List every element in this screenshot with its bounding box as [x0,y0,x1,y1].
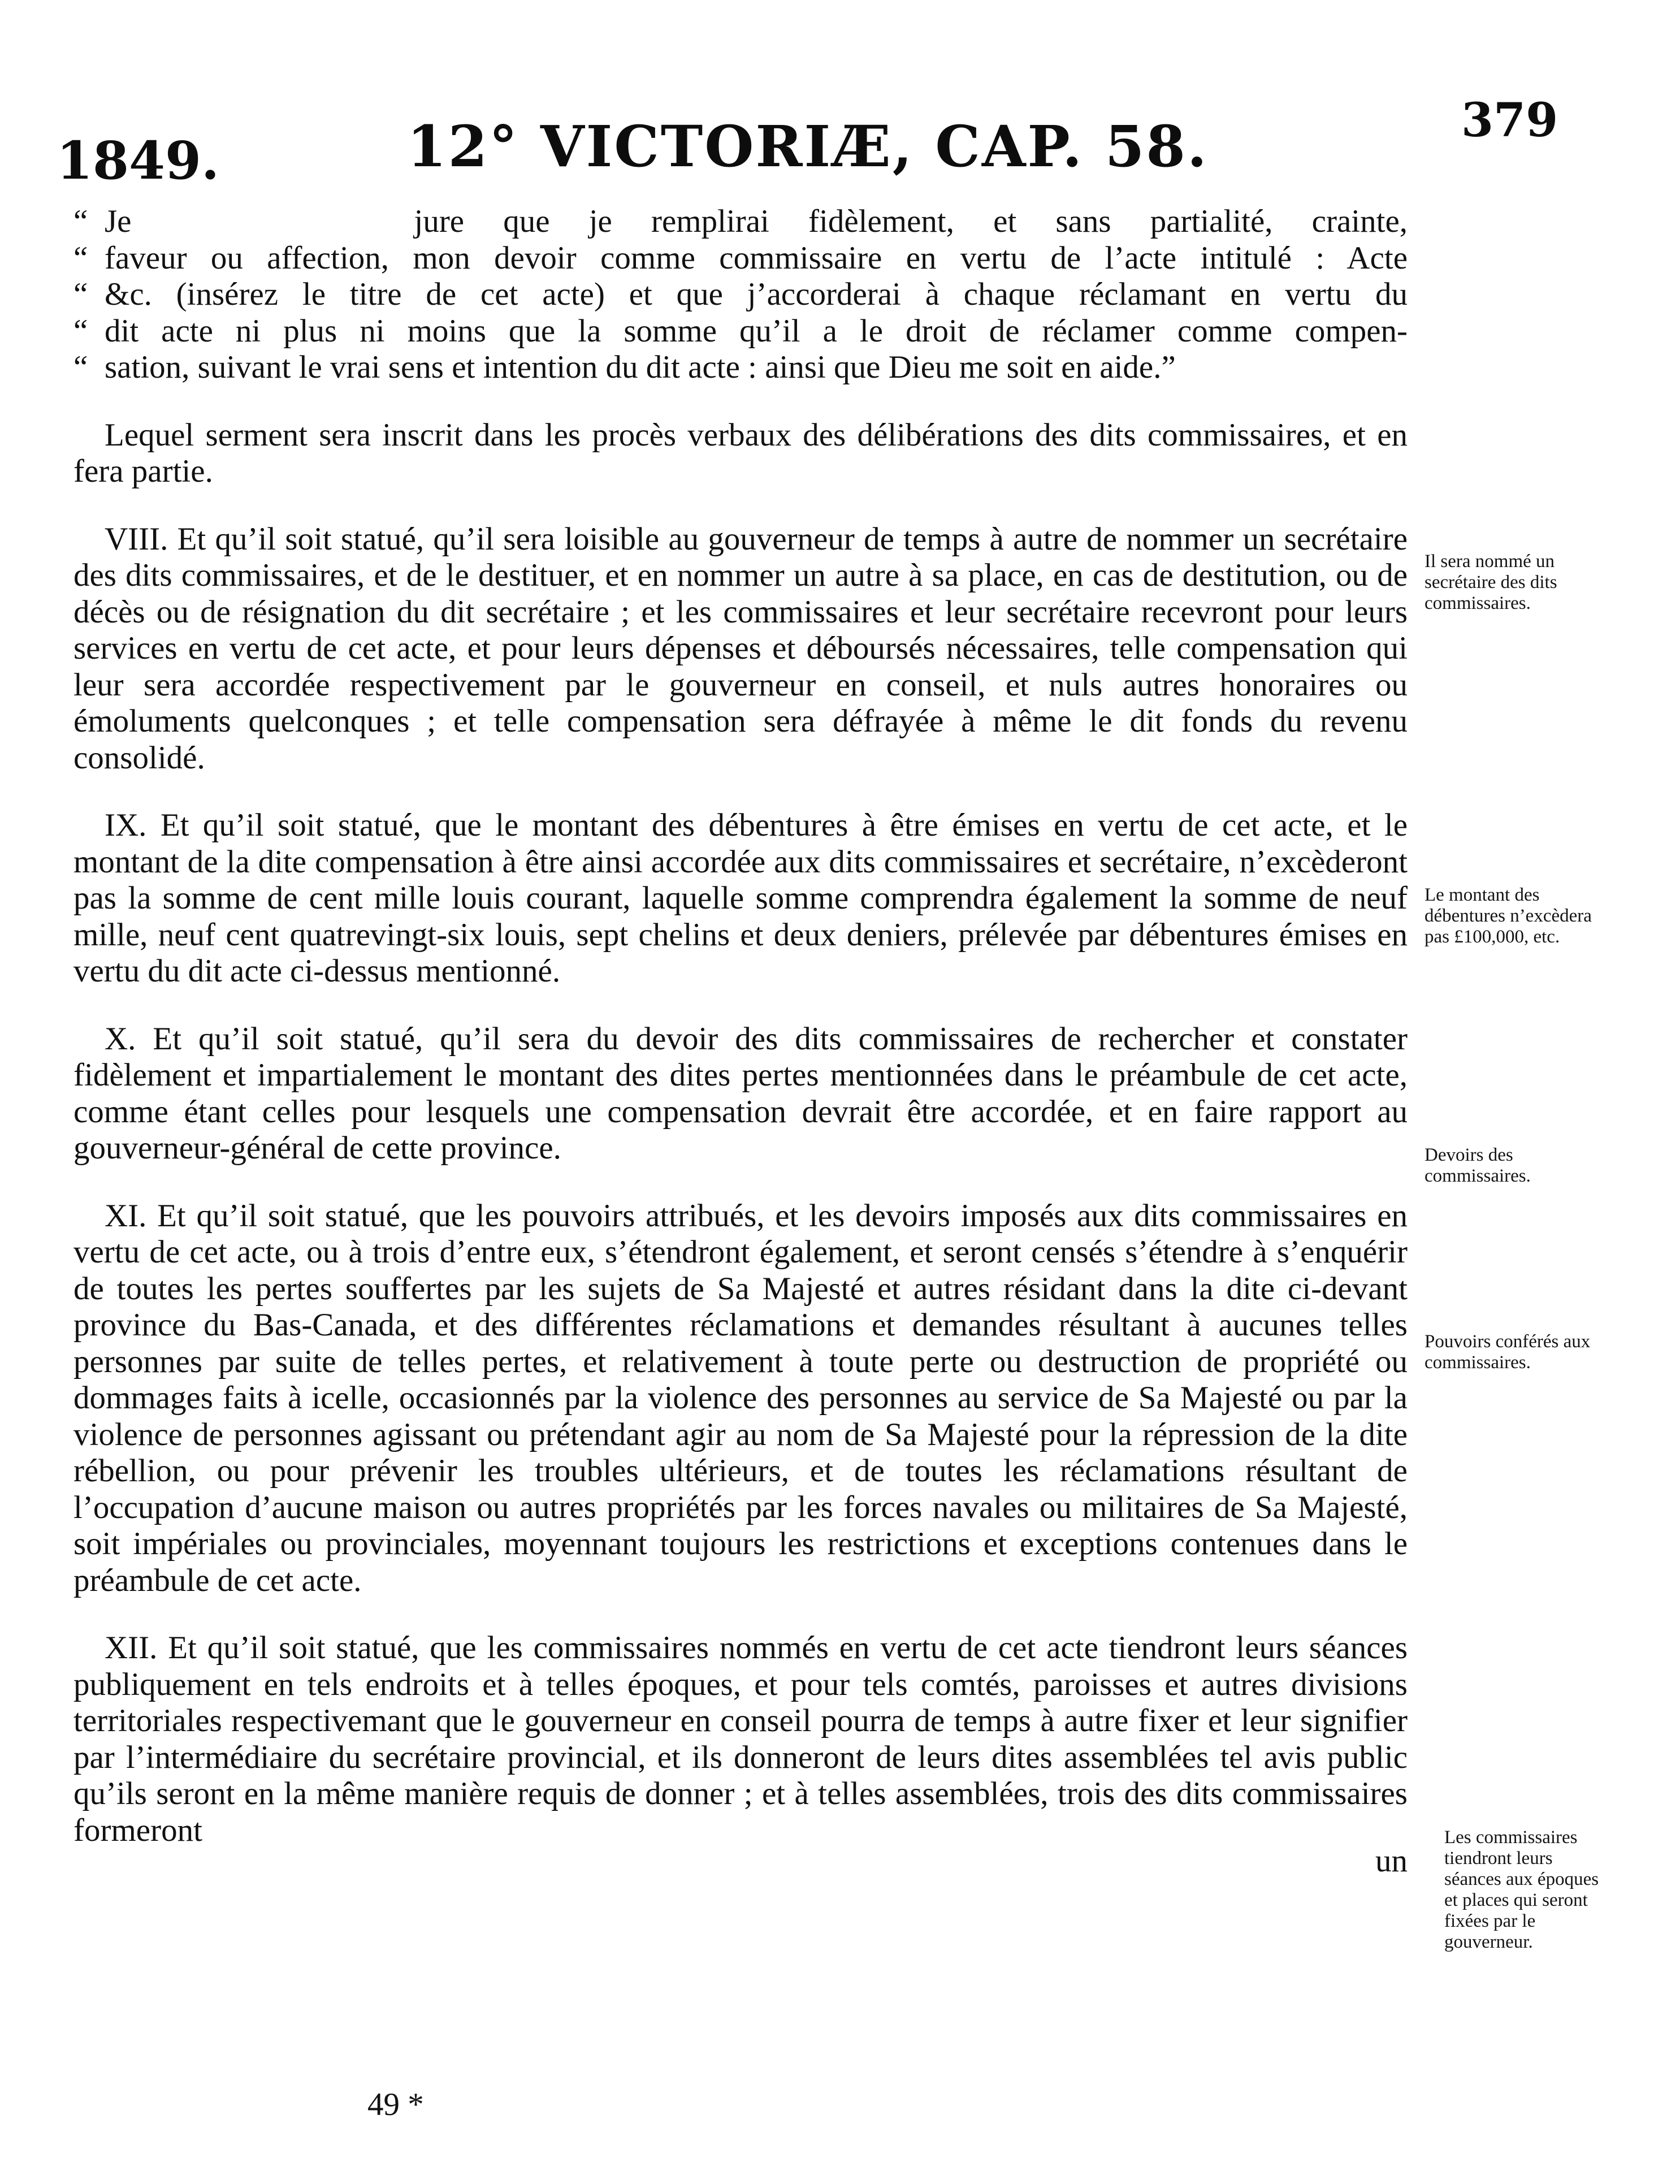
quote-mark: “ [73,276,88,312]
section-x: X. Et qu’il soit statué, qu’il sera du devoir des dits commissaires de rechercher et constater fidèlement et impartialement le montant des dites pertes mentionnées dans le préambule de cet acte, comme étant celles pour lesquels une compensation devrait être accordée, et en faire rapport au gouverneur-général de cette province. [73,1020,1408,1166]
oath-line-2 [73,240,1408,277]
margin-note-xi: Pouvoirs conférés aux commissaires. [1424,1331,1591,1373]
body-text [73,204,1408,1880]
oath-block [73,204,1408,386]
oath-line-1 [73,204,1408,240]
oath-line-text: sation, suivant le vrai sens et intention du dit acte : ainsi que Dieu me soit en aide.” [105,349,1176,385]
oath-line-5 [73,349,1408,386]
oath-line-1-start: Je [105,204,132,239]
page-number: 379 [1461,93,1558,148]
section-ix: IX. Et qu’il soit statué, que le montant des débentures à être émises en vertu de cet acte, et le montant de la dite compensation à être ainsi accordée aux dits commissaires et secrétaire, n’excèderont pas la somme de cent mille louis courant, laquelle somme comprendra également la somme de neuf mille, neuf cent quatrevingt-six louis, sept chelins et deux deniers, prélevée par débentures émises en vertu du dit acte ci-dessus mentionné. [73,807,1408,989]
catchword: un [1375,1843,1408,1879]
oath-line-text: dit acte ni plus ni moins que la somme qu’il a le droit de réclamer comme compen- [105,313,1408,349]
header-year: 1849. [57,130,220,191]
quote-mark: “ [73,240,88,276]
oath-line-text: faveur ou affection, mon devoir comme commissaire en vertu de l’acte intitulé : Acte [105,240,1408,276]
oath-line-1-rest: jure que je remplirai fidèlement, et sans partialité, crainte, [414,204,1408,239]
quote-mark: “ [73,204,88,239]
oath-line-4 [73,313,1408,350]
section-xi: XI. Et qu’il soit statué, que les pouvoirs attribués, et les devoirs imposés aux dits commissaires en vertu de cet acte, ou à trois d’entre eux, s’étendront également, et seront censés s’étendre à s’enquérir de toutes les pertes souffertes par les sujets de Sa Majesté et autres résidant dans la dite ci-devant province du Bas-Canada, et des différentes réclamations et demandes résultant à aucunes telles personnes par suite de telles pertes, et relativement à toute perte ou destruction de propriété ou dommages faits à icelle, occasionnés par la violence des personnes au service de Sa Majesté ou par la violence de personnes agissant ou prétendant agir au nom de Sa Majesté pour la répression de la dite rébellion, ou pour prévenir les troubles ultérieurs, et de toutes les réclamations résultant de l’occupation d’aucune maison ou autres propriétés par les forces navales ou militaires de Sa Majesté, soit impériales ou provinciales, moyennant toujours les restrictions et exceptions contenues dans le préambule de cet acte. [73,1197,1408,1598]
margin-note-viii: Il sera nommé un secrétaire des dits commissaires. [1424,551,1557,613]
quote-mark: “ [73,349,88,385]
margin-note-ix: Le montant des débentures n’excèdera pas £100,000, etc. [1424,885,1592,947]
section-xii: XII. Et qu’il soit statué, que les commissaires nommés en vertu de cet acte tiendront leurs séances publiquement en tels endroits et à telles époques, et pour tels comtés, paroisses et autres divisions territoriales respectivemant que le gouverneur en conseil pourra de temps à autre fixer et leur signifier par l’intermédiaire du secrétaire provincial, et ils donneront de leurs dites assemblées tel avis public qu’ils seront en la même manière requis de donner ; et à telles assemblées, trois des dits commissaires formeront [73,1630,1408,1848]
section-viii: VIII. Et qu’il soit statué, qu’il sera loisible au gouverneur de temps à autre de nommer un secrétaire des dits commissaires, et de le destituer, et en nommer un autre à sa place, en cas de destitution, ou de décès ou de résignation du dit secrétaire ; et les commissaires et leur secrétaire recevront pour leurs services en vertu de cet acte, et pour leurs dépenses et déboursés nécessaires, telle compensation qui leur sera accordée respectivement par le gouverneur en conseil, et nuls autres honoraires ou émoluments quelconques ; et telle compensation sera défrayée à même le dit fonds du revenu consolidé. [73,521,1408,776]
oath-line-3 [73,276,1408,313]
signature-mark: 49 * [367,2087,424,2122]
margin-note-xii: Les commissaires tiendront leurs séances aux époques et places qui seront fixées par le gouverneur. [1444,1827,1599,1952]
oath-line-text: &c. (insérez le titre de cet acte) et que j’accorderai à chaque réclamant en vertu du [105,276,1408,312]
quote-mark: “ [73,313,88,349]
header-title: 12° VICTORIÆ, CAP. 58. [407,113,1209,180]
paragraph-oath-record: Lequel serment sera inscrit dans les procès verbaux des délibérations des dits commissaires, et en fera partie. [73,417,1408,489]
margin-note-x: Devoirs des commissaires. [1424,1145,1531,1186]
